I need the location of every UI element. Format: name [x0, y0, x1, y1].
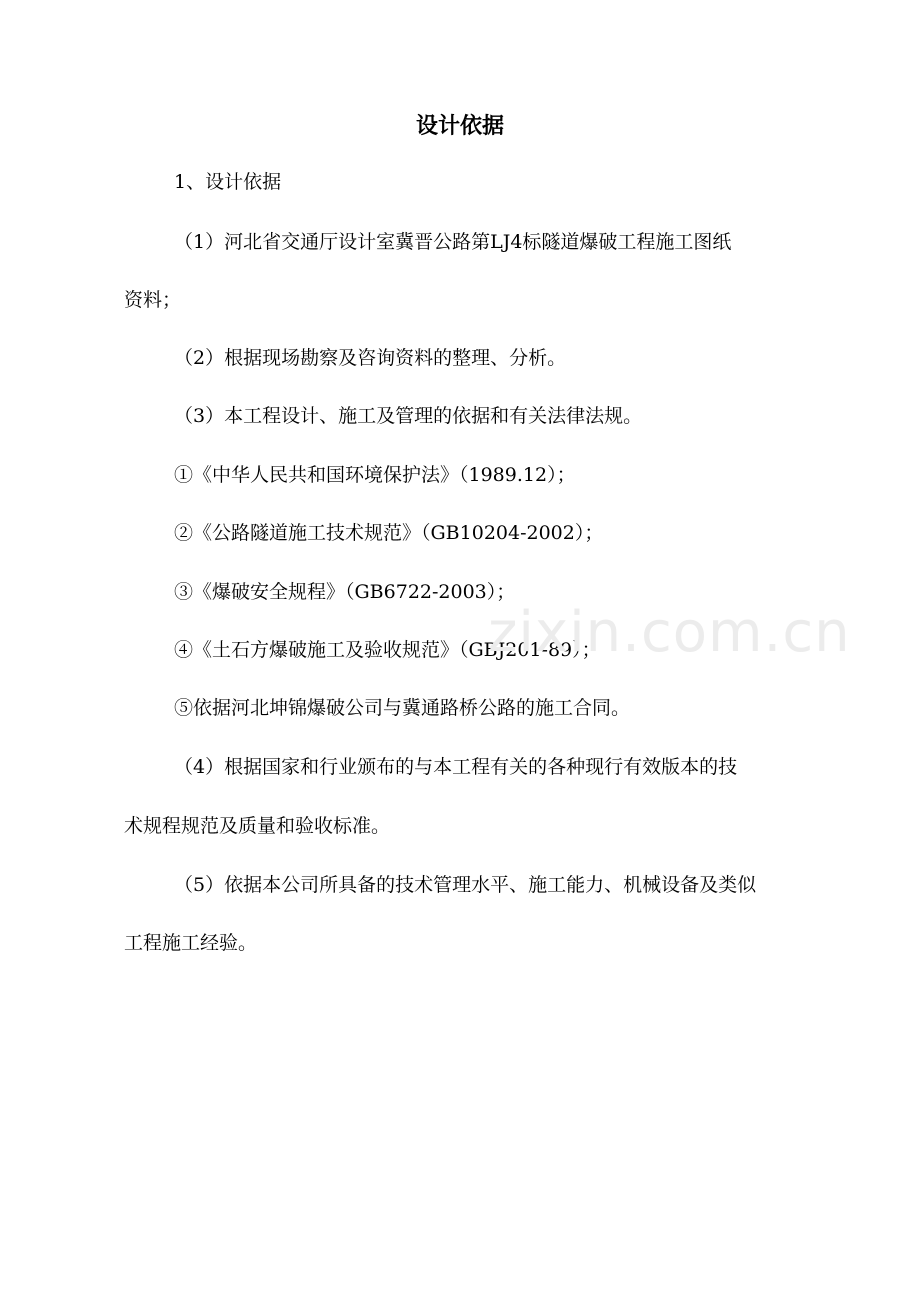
paragraph-line: 术规程规范及质量和验收标准。 [124, 815, 391, 837]
paragraph-line: （3）本工程设计、施工及管理的依据和有关法律法规。 [174, 405, 643, 427]
list-item: ①《中华人民共和国环境保护法》（1989.12）； [174, 464, 576, 486]
list-item: ②《公路隧道施工技术规范》（GB10204-2002）； [174, 522, 604, 544]
watermark: zixin.com.cn [488, 600, 851, 665]
paragraph-line: 资料； [124, 289, 182, 311]
list-item: ⑤依据河北坤锦爆破公司与冀通路桥公路的施工合同。 [174, 697, 631, 719]
section-heading: 1、设计依据 [174, 171, 282, 193]
paragraph-line: （1）河北省交通厅设计室冀晋公路第LJ4标隧道爆破工程施工图纸 [174, 231, 732, 253]
paragraph-line: 工程施工经验。 [124, 932, 258, 954]
paragraph-line: （2）根据现场勘察及咨询资料的整理、分析。 [174, 347, 567, 369]
paragraph-line: （5）依据本公司所具备的技术管理水平、施工能力、机械设备及类似 [174, 874, 757, 896]
paragraph-line: （4）根据国家和行业颁布的与本工程有关的各种现行有效版本的技 [174, 756, 738, 778]
document-title: 设计依据 [415, 114, 504, 139]
list-item: ③《爆破安全规程》（GB6722-2003）； [174, 581, 516, 603]
list-item: ④《土石方爆破施工及验收规范》（GBJ201-89）； [174, 639, 601, 661]
